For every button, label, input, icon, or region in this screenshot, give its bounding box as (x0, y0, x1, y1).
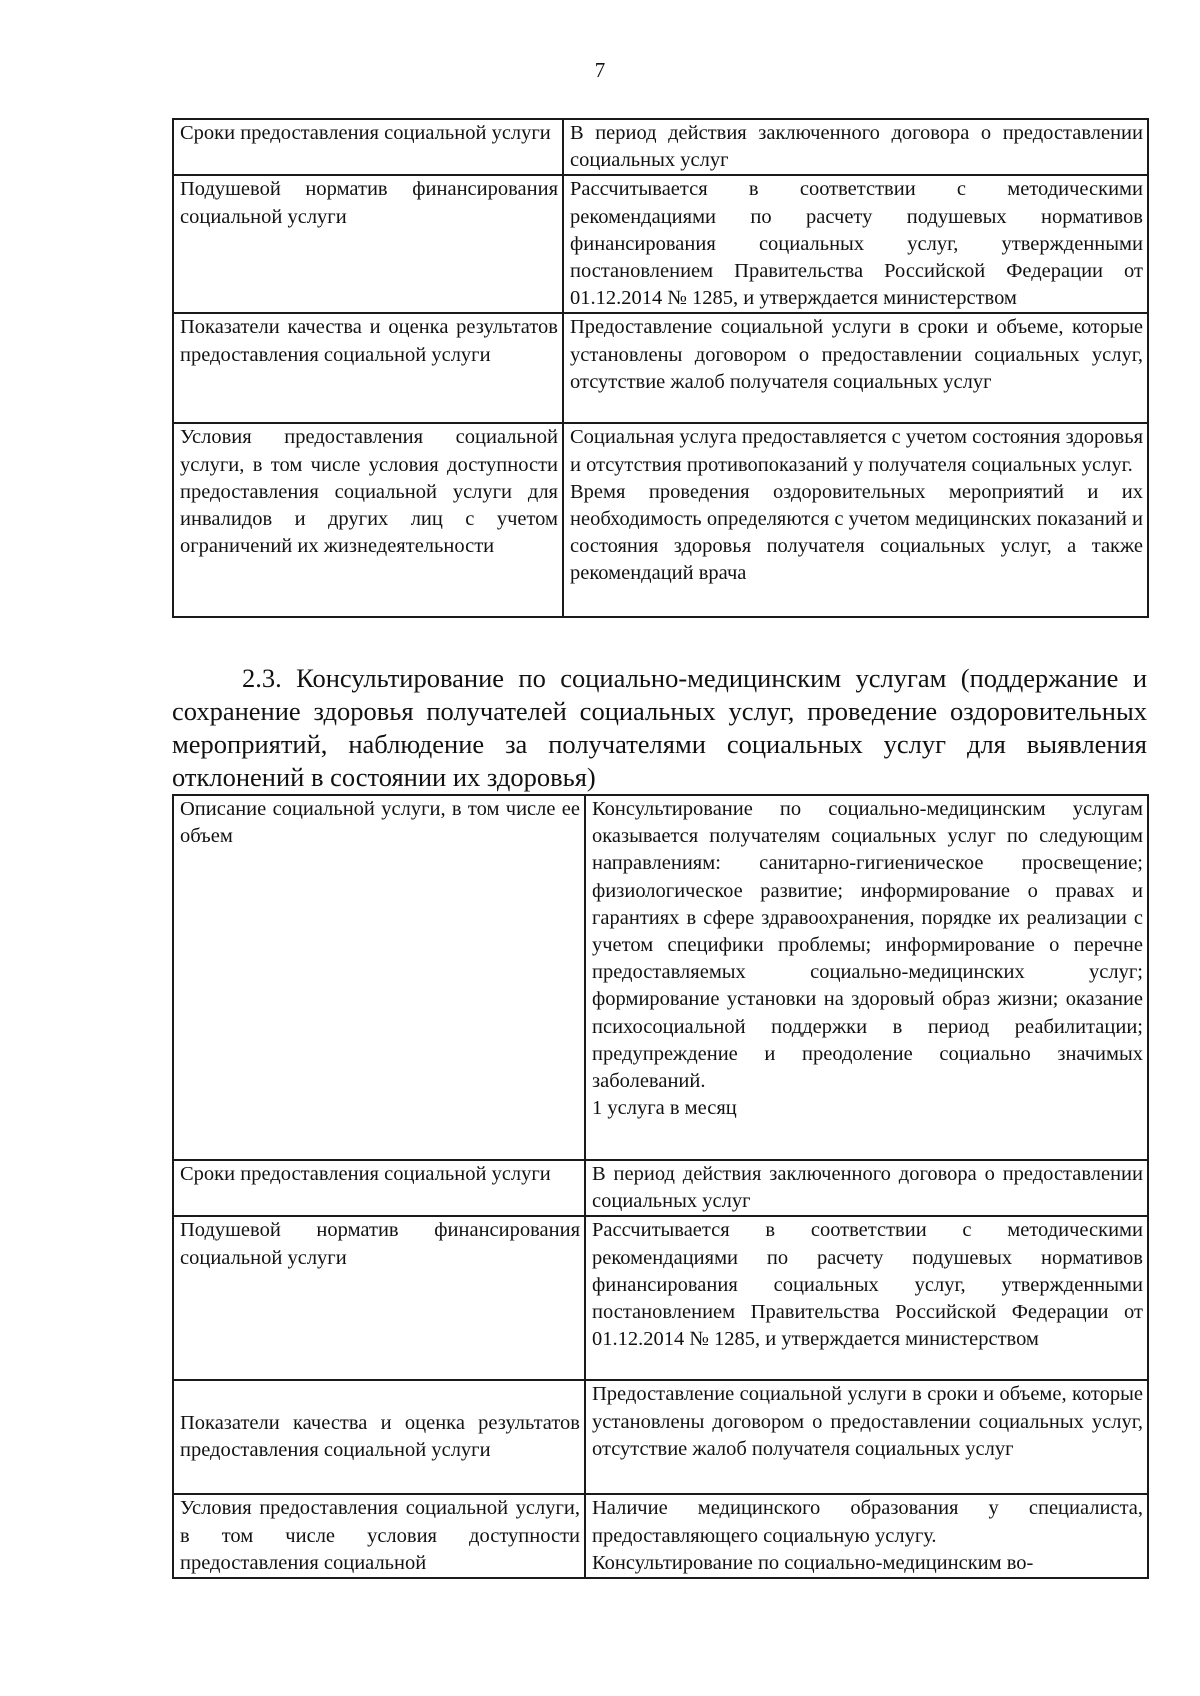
value-paragraph: Консультирование по социально-медицинским во- (592, 1551, 1034, 1574)
row-label: Подушевой норматив финансирования социальной услуги (173, 175, 563, 313)
row-value: Предоставление социальной услуги в сроки и объеме, которые установлены договором о предоставлении социальных услуг, отсутствие жалоб получателя социальных услуг (563, 313, 1148, 423)
row-value: Предоставление социальной услуги в сроки и объеме, которые установлены договором о предоставлении социальных услуг, отсутствие жалоб получателя социальных услуг (585, 1380, 1148, 1494)
table-row (173, 1216, 1148, 1380)
row-value: В период действия заключенного договора о предоставлении социальных услуг (585, 1160, 1148, 1216)
row-label: Сроки предоставления социальной услуги (173, 119, 563, 175)
value-paragraph: 1 услуга в месяц (592, 1097, 737, 1120)
table-row (173, 175, 1148, 313)
table-row (173, 313, 1148, 423)
table-row (173, 1160, 1148, 1216)
value-paragraph: Консультирование по социально-медицинским услугам оказывается получателям социальных услуг по следующим направлениям: санитарно-гигиеническое просвещение; физиологическое развитие; информирование о правах и гарантиях в сфере здравоохранения, порядке их реализации с учетом специфики проблемы; информирование о перечне предоставляемых социально-медицинских услуг; формирование установки на здоровый образ жизни; оказание психосоциальной поддержки в период реабилитации; предупреждение и преодоление социально значимых заболеваний. (592, 798, 1143, 1093)
table-row (173, 1380, 1148, 1494)
value-paragraph: Наличие медицинского образования у специалиста, предоставляющего социальную услугу. (592, 1497, 1143, 1547)
row-label: Условия предоставления социальной услуги, в том числе условия доступности предоставления социальной услуги для инвалидов и других лиц с учетом ограничений их жизнедеятельности (173, 423, 563, 617)
row-value (585, 795, 1148, 1160)
row-label: Сроки предоставления социальной услуги (173, 1160, 585, 1216)
value-paragraph: Социальная услуга предоставляется с учетом состояния здоровья и отсутствия противопоказаний у получателя социальных услуг. (570, 426, 1143, 476)
row-label: Показатели качества и оценка результатов предоставления социальной услуги (173, 1380, 585, 1494)
table-row (173, 1494, 1148, 1578)
service-table-continued (172, 118, 1149, 618)
row-label: Условия предоставления социальной услуги, в том числе условия доступности предоставления социальной (173, 1494, 585, 1578)
row-value (563, 423, 1148, 617)
section-heading: 2.3. Консультирование по социально-медицинским услугам (поддержание и сохранение здоровья получателей социальных услуг, проведение оздоровительных мероприятий, наблюдение за получателями социальных услуг для выявления отклонений в состоянии их здоровья) (172, 663, 1147, 792)
value-paragraph: Время проведения оздоровительных мероприятий и их необходимость определяются с учетом медицинских показаний и состояния здоровья получателя социальных услуг, а также рекомендаций врача (570, 480, 1143, 585)
table-row (173, 795, 1148, 1160)
row-label: Подушевой норматив финансирования социальной услуги (173, 1216, 585, 1380)
table-row (173, 423, 1148, 617)
row-value: В период действия заключенного договора о предоставлении социальных услуг (563, 119, 1148, 175)
row-label: Показатели качества и оценка результатов предоставления социальной услуги (173, 313, 563, 423)
service-table (172, 794, 1149, 1579)
row-label: Описание социальной услуги, в том числе ее объем (173, 795, 585, 1160)
table-row (173, 119, 1148, 175)
row-value: Рассчитывается в соответствии с методическими рекомендациями по расчету подушевых нормативов финансирования социальных услуг, утвержденными постановлением Правительства Российской Федерации от 01.12.2014 № 1285, и утверждается министерством (563, 175, 1148, 313)
row-value (585, 1494, 1148, 1578)
page-number: 7 (594, 58, 606, 82)
row-value: Рассчитывается в соответствии с методическими рекомендациями по расчету подушевых нормативов финансирования социальных услуг, утвержденными постановлением Правительства Российской Федерации от 01.12.2014 № 1285, и утверждается министерством (585, 1216, 1148, 1380)
